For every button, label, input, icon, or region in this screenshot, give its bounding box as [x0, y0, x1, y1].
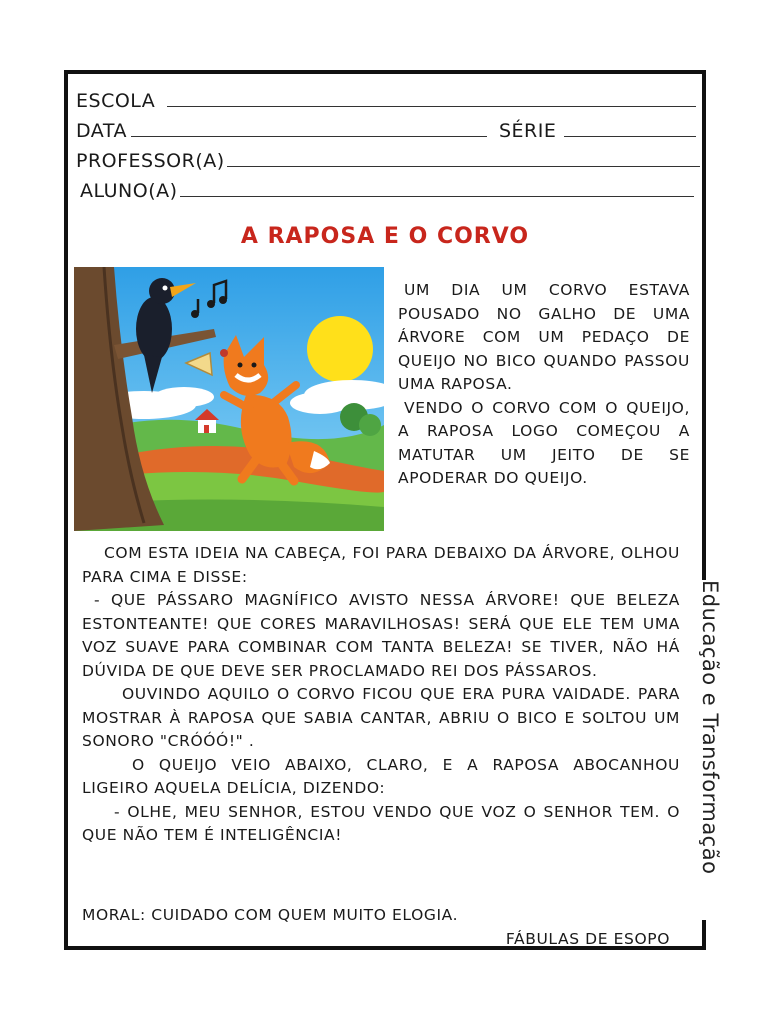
story-title: A RAPOSA E O CORVO [240, 224, 530, 249]
data-label: DATA [76, 120, 127, 142]
data-field[interactable] [131, 135, 487, 137]
story-paragraph: - OLHE, MEU SENHOR, ESTOU VENDO QUE VOZ O SENHOR TEM. O QUE NÃO TEM É INTELIGÊNCIA! [82, 802, 680, 844]
data-serie-row [76, 116, 696, 142]
worksheet [64, 70, 706, 950]
professor-field[interactable] [227, 165, 700, 167]
serie-label: SÉRIE [498, 120, 557, 142]
aluno-label: ALUNO(A) [80, 180, 178, 202]
intro-paragraph-2: VENDO O CORVO COM O QUEIJO, A RAPOSA LOGO COMEÇOU A MATUTAR UM JEITO DE SE APODERAR DO QUEIJO. [398, 398, 690, 487]
author-credit: FÁBULAS DE ESOPO [505, 930, 670, 948]
story-paragraph: O QUEIJO VEIO ABAIXO, CLARO, E A RAPOSA ABOCANHOU LIGEIRO AQUELA DELÍCIA, DIZENDO: [82, 755, 680, 797]
story-paragraph: OUVINDO AQUILO O CORVO FICOU QUE ERA PURA VAIDADE. PARA MOSTRAR À RAPOSA QUE SABIA CANTAR, ABRIU O BICO E SOLTOU UM SONORO "CRÓÓÓ!" . [82, 685, 680, 750]
serie-field[interactable] [564, 135, 696, 137]
fable-illustration [74, 267, 384, 531]
escola-label: ESCOLA [76, 90, 156, 112]
intro-paragraph-1: UM DIA UM CORVO ESTAVA POUSADO NO GALHO DE UMA ÁRVORE COM UM PEDAÇO DE QUEIJO NO BICO QUANDO PASSOU UMA RAPOSA. [398, 281, 690, 393]
aluno-field[interactable] [180, 195, 694, 197]
aluno-row [80, 176, 694, 202]
moral-text: MORAL: CUIDADO COM QUEM MUITO ELOGIA. [82, 906, 459, 924]
story-body [82, 542, 680, 848]
story-paragraph: COM ESTA IDEIA NA CABEÇA, FOI PARA DEBAIXO DA ÁRVORE, OLHOU PARA CIMA E DISSE: [82, 544, 680, 586]
escola-field[interactable] [167, 105, 696, 107]
professor-label: PROFESSOR(A) [76, 150, 225, 172]
watermark-text: Educação e Transformação [698, 580, 722, 920]
professor-row [76, 146, 700, 172]
intro-text [398, 279, 690, 491]
sun-icon [307, 316, 373, 382]
escola-row [76, 86, 696, 112]
story-paragraph: - QUE PÁSSARO MAGNÍFICO AVISTO NESSA ÁRVORE! QUE BELEZA ESTONTEANTE! QUE CORES MARAVILHOSAS! SERÁ QUE ELE TEM UMA VOZ SUAVE PARA COMBINAR COM TANTA BELEZA! SE TIVER, NÃO HÁ DÚVIDA DE QUE DEVE SER PROCLAMADO REI DOS PÁSSAROS. [82, 591, 680, 680]
